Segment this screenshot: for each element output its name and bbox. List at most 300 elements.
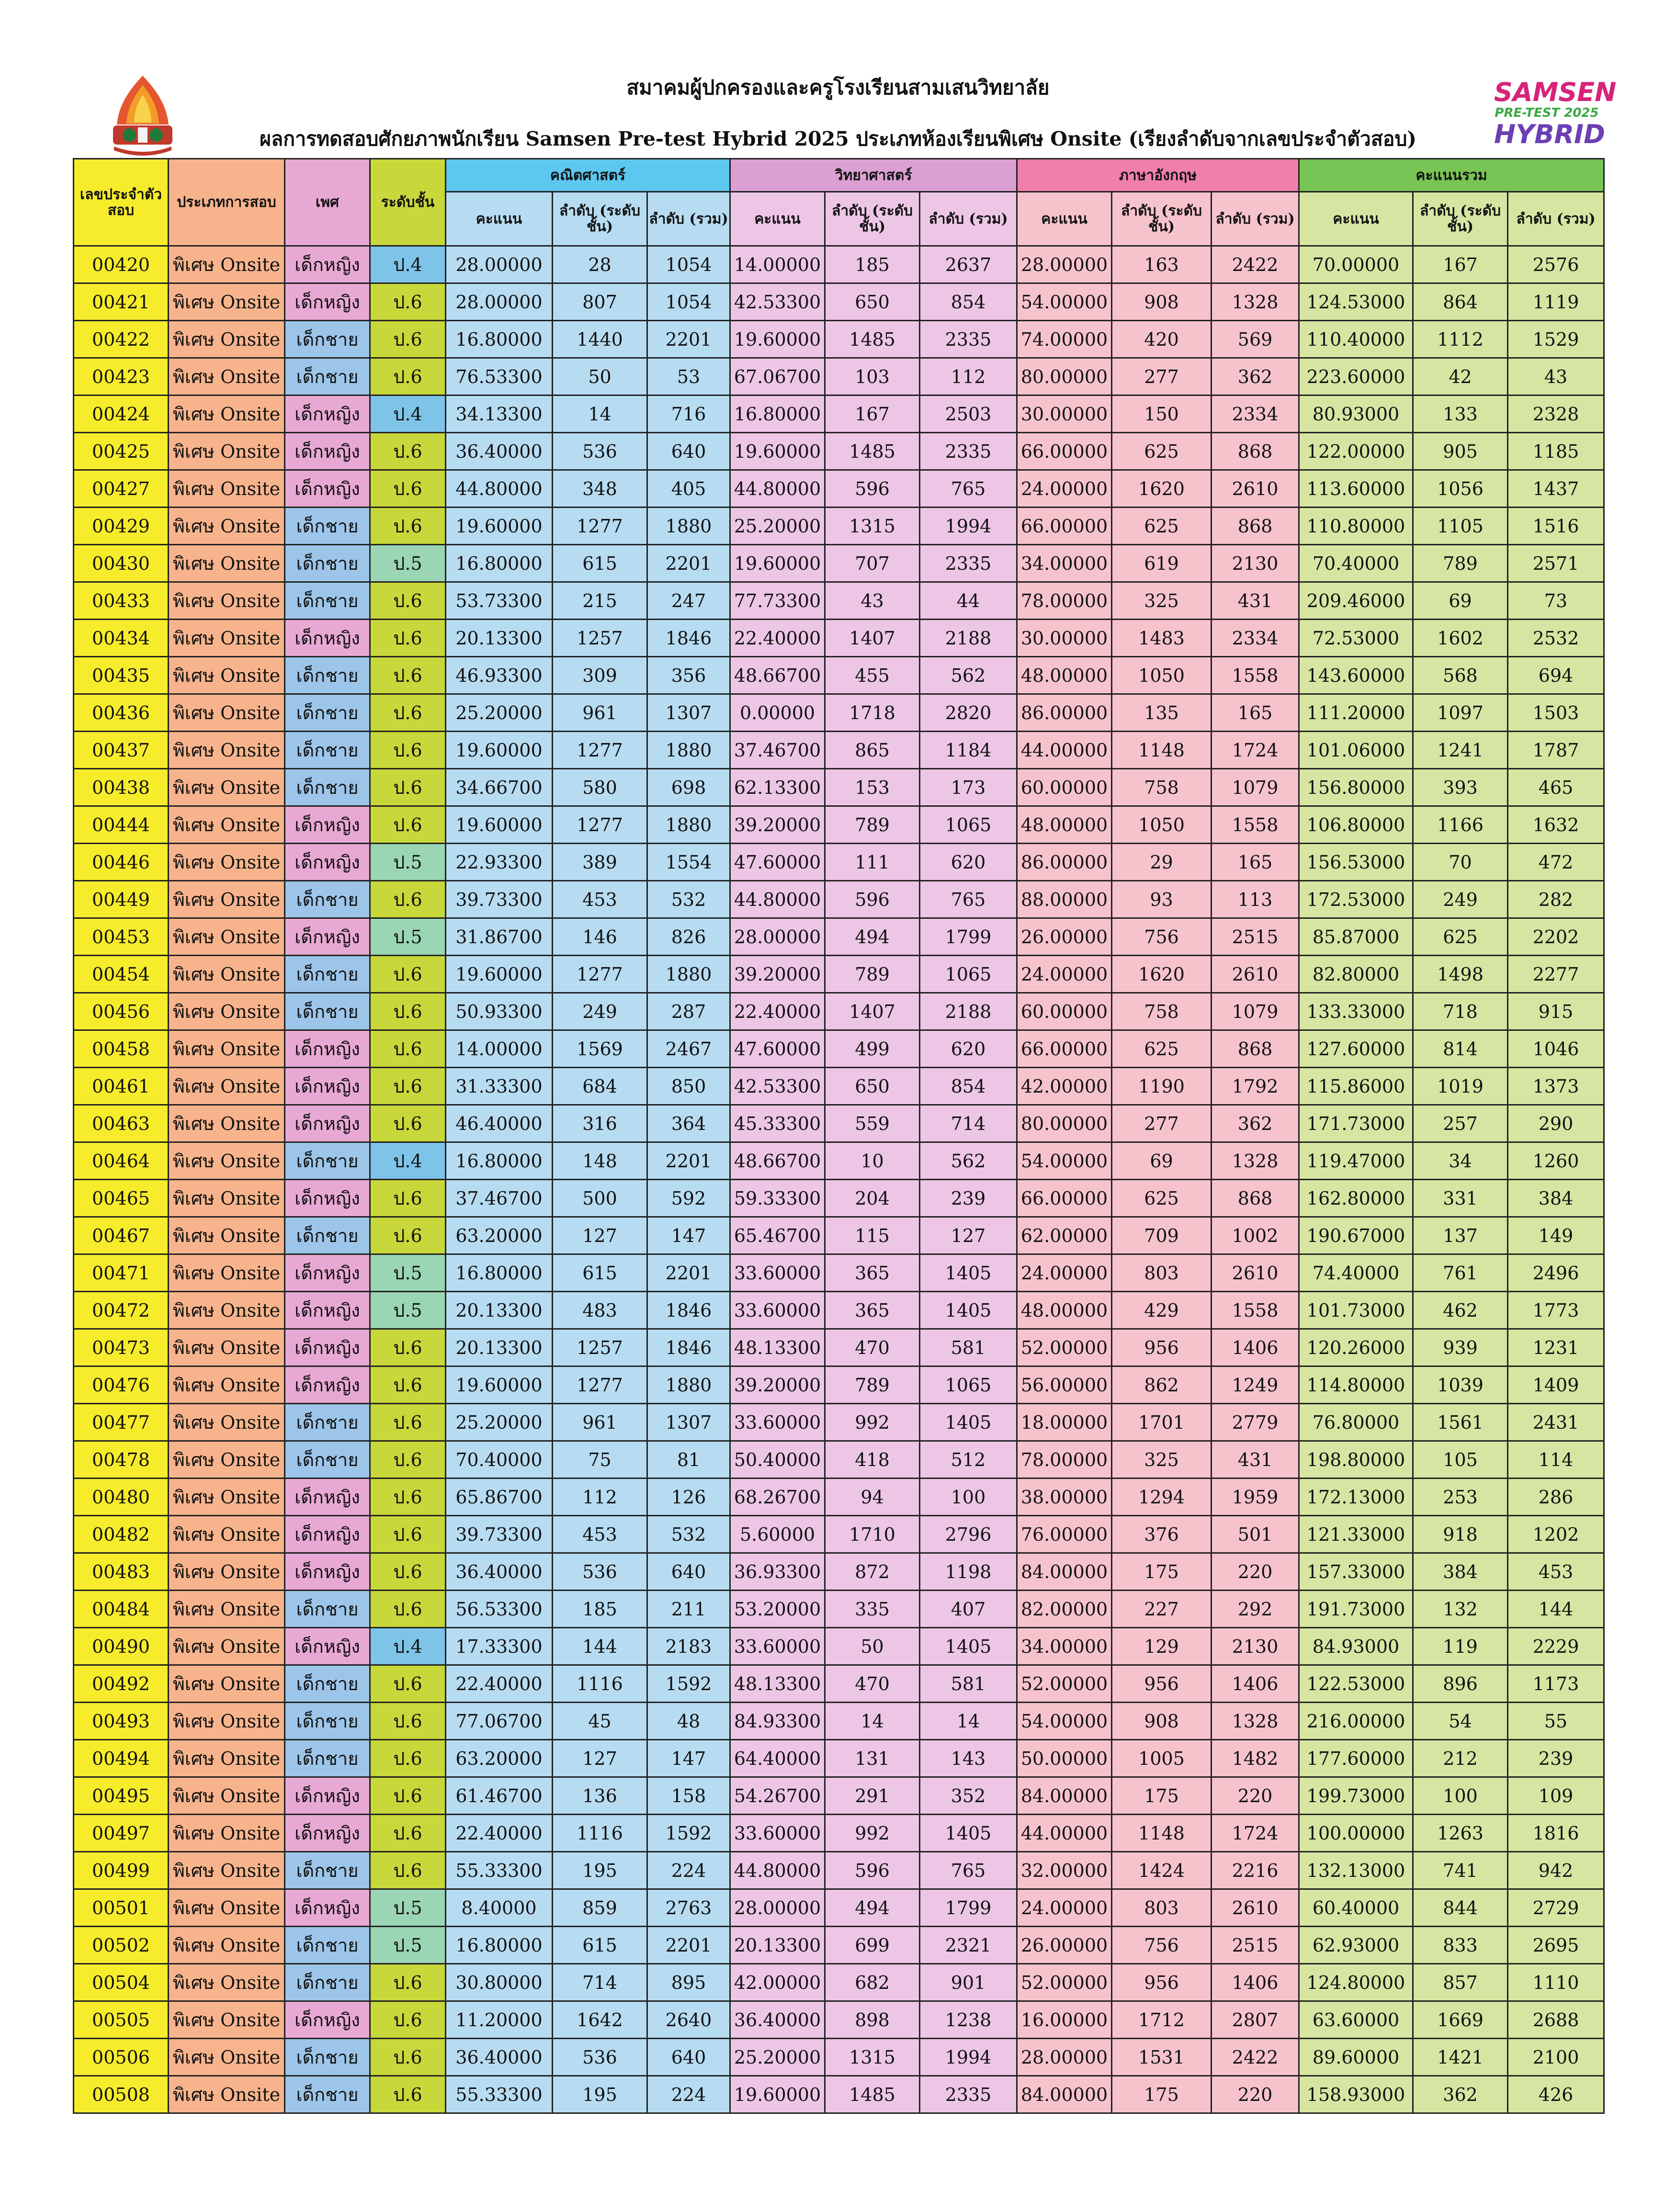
sci-rank-all-cell: 1405	[920, 1404, 1017, 1441]
level-cell: ป.6	[370, 1516, 446, 1553]
math-rank-all-cell: 224	[647, 2076, 730, 2113]
exam-type-cell: พิเศษ Onsite	[169, 545, 285, 582]
math-rank-all-cell: 826	[647, 918, 730, 956]
eng-rank-level-cell: 429	[1112, 1292, 1212, 1329]
math-score-cell: 16.80000	[446, 1254, 553, 1292]
math-rank-all-cell: 1592	[647, 1815, 730, 1852]
eng-rank-all-cell: 2422	[1212, 246, 1299, 283]
math-rank-all-cell: 81	[647, 1441, 730, 1478]
math-rank-all-cell: 640	[647, 433, 730, 470]
math-rank-all-cell: 1592	[647, 1665, 730, 1703]
eng-rank-all-cell: 2334	[1212, 395, 1299, 433]
gender-cell: เด็กชาย	[285, 2076, 370, 2113]
sci-score-cell: 48.66700	[730, 657, 825, 694]
header-eng-rank-all: ลำดับ (รวม)	[1212, 192, 1299, 246]
sci-rank-all-cell: 14	[920, 1703, 1017, 1740]
gender-cell: เด็กหญิง	[285, 1292, 370, 1329]
gender-cell: เด็กชาย	[285, 1404, 370, 1441]
math-score-cell: 16.80000	[446, 1142, 553, 1180]
sci-rank-all-cell: 143	[920, 1740, 1017, 1777]
page-title: สมาคมผู้ปกครองและครูโรงเรียนสามเสนวิทยาลัย	[626, 76, 1050, 99]
exam-type-cell: พิเศษ Onsite	[169, 844, 285, 881]
level-cell: ป.5	[370, 545, 446, 582]
total-rank-all-cell: 2576	[1508, 246, 1604, 283]
math-rank-level-cell: 195	[553, 2076, 647, 2113]
total-rank-all-cell: 2695	[1508, 1927, 1604, 1964]
eng-rank-level-cell: 956	[1112, 1329, 1212, 1366]
eng-rank-level-cell: 803	[1112, 1889, 1212, 1927]
eng-rank-all-cell: 1558	[1212, 806, 1299, 844]
exam-id-cell: 00461	[74, 1068, 169, 1105]
sci-rank-all-cell: 1405	[920, 1292, 1017, 1329]
eng-rank-all-cell: 1002	[1212, 1217, 1299, 1254]
eng-score-cell: 52.00000	[1017, 1329, 1112, 1366]
gender-cell: เด็กหญิง	[285, 283, 370, 321]
total-rank-all-cell: 55	[1508, 1703, 1604, 1740]
gender-cell: เด็กชาย	[285, 993, 370, 1030]
math-rank-level-cell: 28	[553, 246, 647, 283]
total-score-cell: 124.80000	[1299, 1964, 1413, 2001]
total-rank-level-cell: 761	[1413, 1254, 1508, 1292]
total-score-cell: 190.67000	[1299, 1217, 1413, 1254]
total-rank-all-cell: 1503	[1508, 694, 1604, 732]
total-rank-all-cell: 2202	[1508, 918, 1604, 956]
total-score-cell: 191.73000	[1299, 1591, 1413, 1628]
math-rank-level-cell: 127	[553, 1217, 647, 1254]
sci-rank-level-cell: 1485	[825, 2076, 920, 2113]
total-score-cell: 110.40000	[1299, 321, 1413, 358]
table-row	[74, 1329, 1604, 1366]
table-row	[74, 1105, 1604, 1142]
eng-score-cell: 32.00000	[1017, 1852, 1112, 1889]
math-rank-level-cell: 453	[553, 1516, 647, 1553]
math-rank-all-cell: 1846	[647, 620, 730, 657]
total-score-cell: 119.47000	[1299, 1142, 1413, 1180]
header-math-rank-level: ลำดับ (ระดับชั้น)	[553, 192, 647, 246]
total-rank-level-cell: 132	[1413, 1591, 1508, 1628]
exam-type-cell: พิเศษ Onsite	[169, 433, 285, 470]
page-subtitle: ผลการทดสอบศักยภาพนักเรียน Samsen Pre-test Hybrid 2025 ประเภทห้องเรียนพิเศษ Onsite (เรียงลำดับจากเลขประจำตัวสอบ)	[260, 127, 1416, 150]
total-score-cell: 63.60000	[1299, 2001, 1413, 2039]
gender-cell: เด็กชาย	[285, 321, 370, 358]
eng-rank-level-cell: 325	[1112, 1441, 1212, 1478]
math-score-cell: 53.73300	[446, 582, 553, 620]
eng-score-cell: 66.00000	[1017, 508, 1112, 545]
header-id: เลขประจำตัวสอบ	[74, 159, 169, 246]
total-rank-level-cell: 133	[1413, 395, 1508, 433]
eng-rank-level-cell: 619	[1112, 545, 1212, 582]
table-header	[74, 159, 1604, 246]
math-score-cell: 19.60000	[446, 508, 553, 545]
sci-rank-level-cell: 650	[825, 1068, 920, 1105]
eng-score-cell: 24.00000	[1017, 956, 1112, 993]
sci-score-cell: 44.80000	[730, 881, 825, 918]
sci-score-cell: 19.60000	[730, 2076, 825, 2113]
math-rank-level-cell: 185	[553, 1591, 647, 1628]
sci-score-cell: 53.20000	[730, 1591, 825, 1628]
math-rank-level-cell: 195	[553, 1852, 647, 1889]
eng-rank-level-cell: 908	[1112, 1703, 1212, 1740]
level-cell: ป.6	[370, 881, 446, 918]
sci-score-cell: 39.20000	[730, 956, 825, 993]
eng-rank-level-cell: 277	[1112, 1105, 1212, 1142]
eng-rank-level-cell: 709	[1112, 1217, 1212, 1254]
total-rank-level-cell: 1039	[1413, 1366, 1508, 1404]
gender-cell: เด็กชาย	[285, 1665, 370, 1703]
sci-rank-all-cell: 239	[920, 1180, 1017, 1217]
exam-id-cell: 00476	[74, 1366, 169, 1404]
eng-rank-all-cell: 362	[1212, 1105, 1299, 1142]
sci-score-cell: 33.60000	[730, 1628, 825, 1665]
sci-score-cell: 20.13300	[730, 1927, 825, 1964]
logo-word-pretest: PRE-TEST 2025	[1495, 106, 1599, 120]
total-rank-all-cell: 1773	[1508, 1292, 1604, 1329]
eng-rank-level-cell: 1701	[1112, 1404, 1212, 1441]
total-score-cell: 115.86000	[1299, 1068, 1413, 1105]
gender-cell: เด็กชาย	[285, 1703, 370, 1740]
exam-id-cell: 00473	[74, 1329, 169, 1366]
level-cell: ป.6	[370, 1441, 446, 1478]
total-rank-all-cell: 1816	[1508, 1815, 1604, 1852]
gender-cell: เด็กหญิง	[285, 1254, 370, 1292]
total-score-cell: 156.53000	[1299, 844, 1413, 881]
exam-id-cell: 00435	[74, 657, 169, 694]
table-row	[74, 1964, 1604, 2001]
gender-cell: เด็กหญิง	[285, 1553, 370, 1591]
math-score-cell: 19.60000	[446, 732, 553, 769]
header-total-score: คะแนน	[1299, 192, 1413, 246]
eng-score-cell: 38.00000	[1017, 1478, 1112, 1516]
math-score-cell: 19.60000	[446, 956, 553, 993]
total-rank-level-cell: 1498	[1413, 956, 1508, 993]
math-rank-level-cell: 389	[553, 844, 647, 881]
sci-rank-level-cell: 1407	[825, 620, 920, 657]
total-rank-level-cell: 1602	[1413, 620, 1508, 657]
table-row	[74, 508, 1604, 545]
total-rank-level-cell: 896	[1413, 1665, 1508, 1703]
total-rank-all-cell: 2729	[1508, 1889, 1604, 1927]
total-score-cell: 143.60000	[1299, 657, 1413, 694]
sci-rank-all-cell: 407	[920, 1591, 1017, 1628]
total-rank-all-cell: 942	[1508, 1852, 1604, 1889]
sci-rank-level-cell: 865	[825, 732, 920, 769]
math-score-cell: 36.40000	[446, 433, 553, 470]
eng-rank-all-cell: 1406	[1212, 1329, 1299, 1366]
logo-word-samsen: SAMSEN	[1494, 77, 1617, 107]
exam-type-cell: พิเศษ Onsite	[169, 806, 285, 844]
math-rank-level-cell: 1257	[553, 620, 647, 657]
level-cell: ป.6	[370, 2076, 446, 2113]
exam-type-cell: พิเศษ Onsite	[169, 246, 285, 283]
level-cell: ป.6	[370, 993, 446, 1030]
eng-score-cell: 26.00000	[1017, 1927, 1112, 1964]
eng-rank-level-cell: 69	[1112, 1142, 1212, 1180]
eng-rank-level-cell: 862	[1112, 1366, 1212, 1404]
sci-score-cell: 16.80000	[730, 395, 825, 433]
level-cell: ป.5	[370, 1927, 446, 1964]
total-score-cell: 133.33000	[1299, 993, 1413, 1030]
eng-score-cell: 48.00000	[1017, 1292, 1112, 1329]
exam-type-cell: พิเศษ Onsite	[169, 657, 285, 694]
total-rank-level-cell: 54	[1413, 1703, 1508, 1740]
math-score-cell: 25.20000	[446, 694, 553, 732]
sci-rank-level-cell: 131	[825, 1740, 920, 1777]
exam-id-cell: 00437	[74, 732, 169, 769]
sci-rank-level-cell: 455	[825, 657, 920, 694]
table-row	[74, 1703, 1604, 1740]
total-rank-level-cell: 814	[1413, 1030, 1508, 1068]
eng-score-cell: 34.00000	[1017, 1628, 1112, 1665]
math-score-cell: 34.66700	[446, 769, 553, 806]
math-rank-all-cell: 1554	[647, 844, 730, 881]
eng-rank-all-cell: 1328	[1212, 1142, 1299, 1180]
sci-score-cell: 37.46700	[730, 732, 825, 769]
math-rank-level-cell: 348	[553, 470, 647, 508]
total-rank-level-cell: 257	[1413, 1105, 1508, 1142]
total-rank-level-cell: 905	[1413, 433, 1508, 470]
eng-score-cell: 86.00000	[1017, 694, 1112, 732]
exam-id-cell: 00483	[74, 1553, 169, 1591]
sci-score-cell: 42.53300	[730, 1068, 825, 1105]
exam-id-cell: 00454	[74, 956, 169, 993]
table-row	[74, 1404, 1604, 1441]
eng-score-cell: 66.00000	[1017, 433, 1112, 470]
total-rank-all-cell: 149	[1508, 1217, 1604, 1254]
level-cell: ป.5	[370, 1889, 446, 1927]
gender-cell: เด็กหญิง	[285, 246, 370, 283]
exam-id-cell: 00434	[74, 620, 169, 657]
total-rank-all-cell: 2431	[1508, 1404, 1604, 1441]
total-rank-all-cell: 2328	[1508, 395, 1604, 433]
eng-rank-level-cell: 150	[1112, 395, 1212, 433]
math-score-cell: 77.06700	[446, 1703, 553, 1740]
math-rank-level-cell: 615	[553, 545, 647, 582]
math-rank-level-cell: 1277	[553, 1366, 647, 1404]
math-rank-all-cell: 640	[647, 1553, 730, 1591]
exam-id-cell: 00429	[74, 508, 169, 545]
total-score-cell: 60.40000	[1299, 1889, 1413, 1927]
table-row	[74, 1068, 1604, 1105]
total-rank-level-cell: 789	[1413, 545, 1508, 582]
header-total: คะแนนรวม	[1299, 159, 1604, 192]
total-score-cell: 84.93000	[1299, 1628, 1413, 1665]
total-rank-level-cell: 253	[1413, 1478, 1508, 1516]
table-row	[74, 993, 1604, 1030]
eng-rank-all-cell: 165	[1212, 844, 1299, 881]
eng-score-cell: 28.00000	[1017, 2039, 1112, 2076]
eng-score-cell: 60.00000	[1017, 993, 1112, 1030]
math-score-cell: 36.40000	[446, 1553, 553, 1591]
eng-score-cell: 82.00000	[1017, 1591, 1112, 1628]
math-score-cell: 8.40000	[446, 1889, 553, 1927]
table-row	[74, 657, 1604, 694]
total-rank-level-cell: 918	[1413, 1516, 1508, 1553]
sci-rank-all-cell: 112	[920, 358, 1017, 395]
exam-id-cell: 00484	[74, 1591, 169, 1628]
exam-id-cell: 00482	[74, 1516, 169, 1553]
eng-rank-all-cell: 220	[1212, 1777, 1299, 1815]
total-rank-level-cell: 42	[1413, 358, 1508, 395]
eng-score-cell: 78.00000	[1017, 582, 1112, 620]
sci-score-cell: 22.40000	[730, 993, 825, 1030]
eng-rank-level-cell: 625	[1112, 508, 1212, 545]
sci-rank-all-cell: 173	[920, 769, 1017, 806]
math-rank-level-cell: 112	[553, 1478, 647, 1516]
math-rank-level-cell: 136	[553, 1777, 647, 1815]
eng-rank-all-cell: 431	[1212, 582, 1299, 620]
math-score-cell: 20.13300	[446, 1292, 553, 1329]
math-rank-level-cell: 1277	[553, 508, 647, 545]
table-row	[74, 358, 1604, 395]
eng-score-cell: 50.00000	[1017, 1740, 1112, 1777]
eng-rank-level-cell: 625	[1112, 1030, 1212, 1068]
eng-rank-all-cell: 1328	[1212, 283, 1299, 321]
total-rank-level-cell: 857	[1413, 1964, 1508, 2001]
eng-rank-level-cell: 1050	[1112, 806, 1212, 844]
total-rank-all-cell: 2496	[1508, 1254, 1604, 1292]
exam-id-cell: 00423	[74, 358, 169, 395]
math-rank-level-cell: 309	[553, 657, 647, 694]
math-rank-level-cell: 1277	[553, 806, 647, 844]
total-rank-level-cell: 1166	[1413, 806, 1508, 844]
level-cell: ป.6	[370, 1329, 446, 1366]
sci-rank-level-cell: 992	[825, 1404, 920, 1441]
math-score-cell: 25.20000	[446, 1404, 553, 1441]
level-cell: ป.6	[370, 694, 446, 732]
results-table	[73, 158, 1605, 2114]
total-rank-level-cell: 100	[1413, 1777, 1508, 1815]
sci-rank-all-cell: 2335	[920, 433, 1017, 470]
total-score-cell: 177.60000	[1299, 1740, 1413, 1777]
gender-cell: เด็กชาย	[285, 1591, 370, 1628]
sci-score-cell: 48.13300	[730, 1665, 825, 1703]
math-rank-all-cell: 158	[647, 1777, 730, 1815]
eng-rank-all-cell: 1079	[1212, 769, 1299, 806]
total-rank-all-cell: 2277	[1508, 956, 1604, 993]
sci-score-cell: 28.00000	[730, 1889, 825, 1927]
eng-rank-all-cell: 292	[1212, 1591, 1299, 1628]
eng-score-cell: 66.00000	[1017, 1180, 1112, 1217]
gender-cell: เด็กหญิง	[285, 1068, 370, 1105]
eng-rank-level-cell: 1620	[1112, 470, 1212, 508]
eng-rank-all-cell: 1328	[1212, 1703, 1299, 1740]
sci-rank-all-cell: 2188	[920, 620, 1017, 657]
total-rank-level-cell: 393	[1413, 769, 1508, 806]
math-score-cell: 61.46700	[446, 1777, 553, 1815]
level-cell: ป.6	[370, 508, 446, 545]
total-rank-all-cell: 290	[1508, 1105, 1604, 1142]
total-rank-level-cell: 741	[1413, 1852, 1508, 1889]
exam-type-cell: พิเศษ Onsite	[169, 1665, 285, 1703]
level-cell: ป.6	[370, 1777, 446, 1815]
math-score-cell: 56.53300	[446, 1591, 553, 1628]
math-rank-level-cell: 580	[553, 769, 647, 806]
table-row	[74, 246, 1604, 283]
level-cell: ป.6	[370, 582, 446, 620]
level-cell: ป.6	[370, 1553, 446, 1591]
table-row	[74, 620, 1604, 657]
level-cell: ป.6	[370, 732, 446, 769]
sci-rank-all-cell: 620	[920, 1030, 1017, 1068]
table-row	[74, 1478, 1604, 1516]
table-row	[74, 1366, 1604, 1404]
header-english: ภาษาอังกฤษ	[1017, 159, 1299, 192]
eng-rank-all-cell: 501	[1212, 1516, 1299, 1553]
total-rank-level-cell: 718	[1413, 993, 1508, 1030]
math-score-cell: 70.40000	[446, 1441, 553, 1478]
eng-rank-all-cell: 2610	[1212, 470, 1299, 508]
total-rank-level-cell: 105	[1413, 1441, 1508, 1478]
level-cell: ป.6	[370, 470, 446, 508]
table-row	[74, 1777, 1604, 1815]
total-rank-level-cell: 1019	[1413, 1068, 1508, 1105]
total-score-cell: 76.80000	[1299, 1404, 1413, 1441]
gender-cell: เด็กหญิง	[285, 433, 370, 470]
exam-id-cell: 00467	[74, 1217, 169, 1254]
math-rank-all-cell: 698	[647, 769, 730, 806]
sci-score-cell: 33.60000	[730, 1404, 825, 1441]
eng-rank-level-cell: 325	[1112, 582, 1212, 620]
table-row	[74, 582, 1604, 620]
math-rank-all-cell: 1880	[647, 956, 730, 993]
math-rank-level-cell: 536	[553, 2039, 647, 2076]
sci-rank-all-cell: 1065	[920, 1366, 1017, 1404]
exam-id-cell: 00499	[74, 1852, 169, 1889]
sci-score-cell: 19.60000	[730, 545, 825, 582]
total-rank-level-cell: 833	[1413, 1927, 1508, 1964]
math-rank-all-cell: 532	[647, 1516, 730, 1553]
sci-rank-level-cell: 418	[825, 1441, 920, 1478]
eng-rank-level-cell: 29	[1112, 844, 1212, 881]
sci-rank-all-cell: 2637	[920, 246, 1017, 283]
math-score-cell: 16.80000	[446, 545, 553, 582]
table-row	[74, 694, 1604, 732]
math-score-cell: 22.40000	[446, 1815, 553, 1852]
total-rank-level-cell: 362	[1413, 2076, 1508, 2113]
total-rank-all-cell: 1185	[1508, 433, 1604, 470]
gender-cell: เด็กหญิง	[285, 2001, 370, 2039]
sci-rank-level-cell: 470	[825, 1329, 920, 1366]
gender-cell: เด็กชาย	[285, 732, 370, 769]
total-score-cell: 106.80000	[1299, 806, 1413, 844]
total-rank-level-cell: 1669	[1413, 2001, 1508, 2039]
math-rank-level-cell: 14	[553, 395, 647, 433]
math-rank-level-cell: 316	[553, 1105, 647, 1142]
eng-rank-level-cell: 803	[1112, 1254, 1212, 1292]
sci-rank-level-cell: 365	[825, 1254, 920, 1292]
eng-rank-level-cell: 956	[1112, 1964, 1212, 2001]
header-math-score: คะแนน	[446, 192, 553, 246]
gender-cell: เด็กหญิง	[285, 1366, 370, 1404]
math-rank-all-cell: 247	[647, 582, 730, 620]
eng-rank-level-cell: 1483	[1112, 620, 1212, 657]
eng-rank-all-cell: 868	[1212, 1180, 1299, 1217]
level-cell: ป.6	[370, 806, 446, 844]
exam-id-cell: 00425	[74, 433, 169, 470]
sci-rank-level-cell: 470	[825, 1665, 920, 1703]
gender-cell: เด็กชาย	[285, 881, 370, 918]
exam-type-cell: พิเศษ Onsite	[169, 1478, 285, 1516]
exam-id-cell: 00505	[74, 2001, 169, 2039]
sci-score-cell: 47.60000	[730, 1030, 825, 1068]
math-rank-level-cell: 859	[553, 1889, 647, 1927]
sci-rank-level-cell: 789	[825, 956, 920, 993]
exam-type-cell: พิเศษ Onsite	[169, 1030, 285, 1068]
exam-type-cell: พิเศษ Onsite	[169, 358, 285, 395]
sci-score-cell: 36.40000	[730, 2001, 825, 2039]
level-cell: ป.6	[370, 1217, 446, 1254]
total-rank-all-cell: 1231	[1508, 1329, 1604, 1366]
